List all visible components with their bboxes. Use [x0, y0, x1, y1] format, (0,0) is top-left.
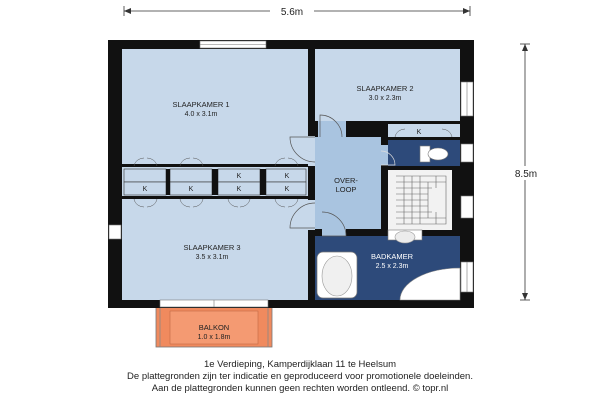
closet[interactable]	[124, 169, 166, 182]
slaapkamer-1-size: 4.0 x 3.1m	[184, 111, 218, 118]
closet-label: K	[142, 186, 148, 193]
overloop-label-line2: LOOP	[335, 185, 357, 194]
wall-closets-sk3	[122, 196, 308, 199]
caption-address: 1e Verdieping, Kamperdijklaan 11 te Heelsum	[203, 359, 397, 370]
height-dimension-label: 8.5m	[514, 169, 538, 180]
width-dimension-label: 5.6m	[280, 7, 304, 18]
caption-rights: Aan de plattegronden kunnen geen rechten worden ontleend. © topr.nl	[151, 383, 449, 394]
wall-sk1-closets	[122, 164, 308, 167]
caption-disclaimer: De plattegronden zijn ter indicatie en geproduceerd voor promotionele doeleinden.	[127, 371, 473, 382]
slaapkamer-2-size: 3.0 x 2.3m	[368, 95, 402, 102]
width-arrow-left	[124, 8, 131, 14]
closet-label: K	[284, 173, 290, 180]
height-arrow-top	[522, 44, 528, 51]
height-arrow-bottom	[522, 293, 528, 300]
badkamer-size: 2.5 x 2.3m	[375, 263, 409, 270]
badkamer-label: BADKAMER	[370, 252, 414, 261]
slaapkamer-1-label: SLAAPKAMER 1	[172, 100, 230, 109]
balkon-label: BALKON	[198, 323, 230, 332]
slaapkamer-3-label: SLAAPKAMER 3	[183, 243, 241, 252]
closet-label: K	[416, 129, 422, 136]
closet-k-sk2-floor	[388, 124, 460, 137]
bathtub	[317, 252, 357, 298]
closets-row	[124, 169, 306, 195]
slaapkamer-2-label: SLAAPKAMER 2	[356, 84, 414, 93]
closet-label: K	[188, 186, 194, 193]
width-arrow-right	[463, 8, 470, 14]
balkon-size: 1.0 x 1.8m	[197, 334, 231, 341]
closet[interactable]	[170, 169, 212, 182]
closet-label: K	[284, 186, 290, 193]
overloop-label-line1: OVER-	[334, 176, 358, 185]
closet-label: K	[236, 186, 242, 193]
closet-label: K	[236, 173, 242, 180]
slaapkamer-3-size: 3.5 x 3.1m	[195, 254, 229, 261]
